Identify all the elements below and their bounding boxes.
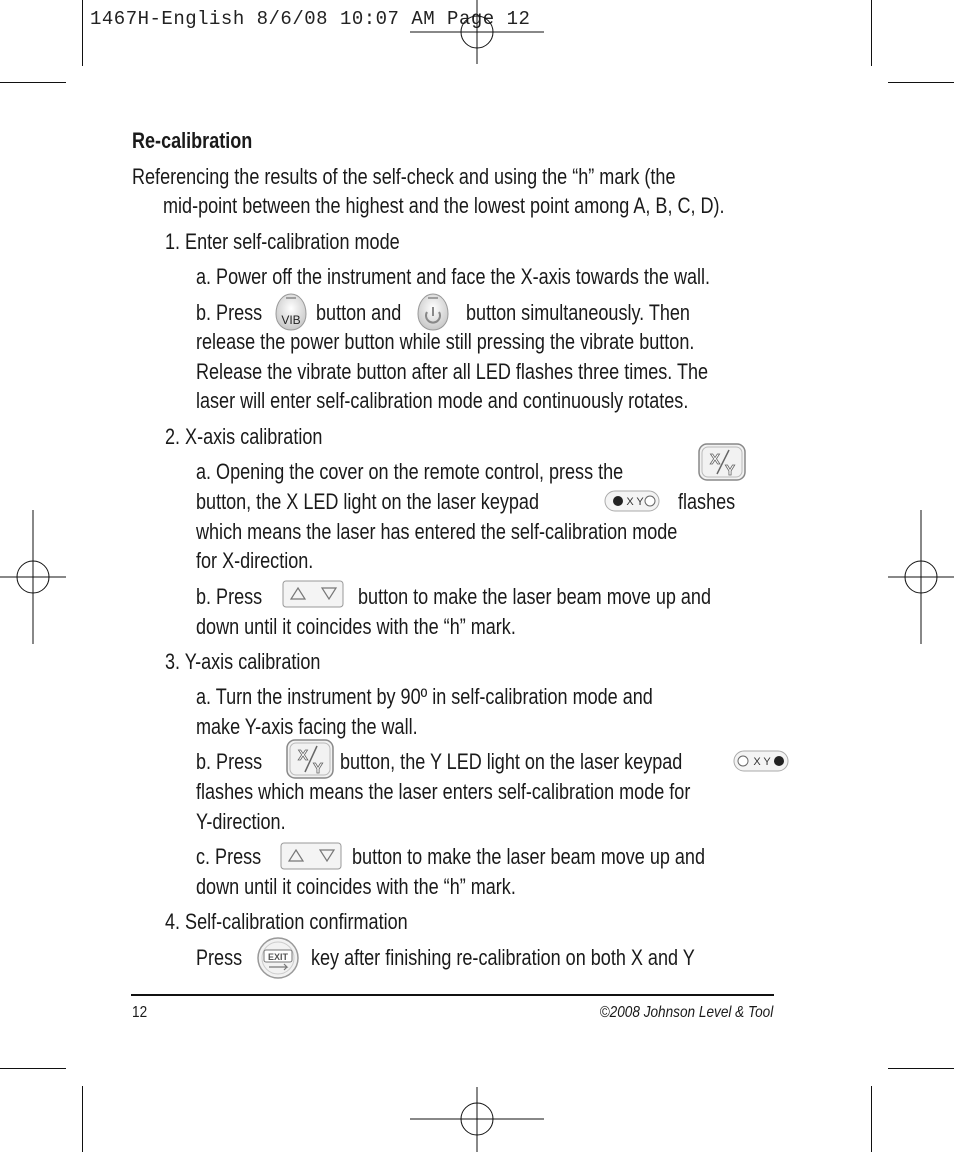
step3-b-press: b. Press: [196, 749, 263, 774]
xy-y-label: Y: [724, 462, 736, 479]
xy-x-label: X: [709, 451, 721, 468]
step1-b-button-and: button and: [316, 300, 402, 325]
xy-button-icon: [285, 738, 335, 780]
keypad-x-label: X: [626, 496, 634, 508]
up-down-button-icon: [282, 580, 344, 608]
keypad-y-led-icon: [733, 749, 789, 773]
footer-rule: [131, 994, 774, 996]
step3-c-press: c. Press: [196, 844, 262, 869]
keypad-x-label: X: [753, 756, 761, 768]
power-button-icon: [414, 292, 452, 332]
vib-button-icon: [272, 292, 310, 332]
step1-a: a. Power off the instrument and face the X-axis towards the wall.: [196, 264, 711, 289]
step3-b-line-3: Y-direction.: [196, 809, 286, 834]
crop-mark: [82, 1086, 83, 1152]
step4-press: Press: [196, 945, 243, 970]
registration-mark-right: [888, 510, 954, 644]
xy-button-icon: [697, 442, 747, 482]
xy-y-label: Y: [312, 760, 324, 777]
step3-c-line-1: button to make the laser beam move up and: [352, 844, 705, 869]
step1-b-press: b. Press: [196, 300, 263, 325]
step2-a-line-2a: button, the X LED light on the laser keypad: [196, 489, 539, 514]
step3-b-line-1: button, the Y LED light on the laser keypad: [340, 749, 683, 774]
crop-mark: [888, 1068, 954, 1069]
step4-line-1: key after finishing re-calibration on both X and Y: [311, 945, 695, 970]
step1-b-line-2: release the power button while still pressing the vibrate button.: [196, 329, 695, 354]
intro-line-1: Referencing the results of the self-check and using the “h” mark (the: [132, 164, 676, 189]
step3-c-line-2: down until it coincides with the “h” mark.: [196, 874, 516, 899]
step3-heading: 3. Y-axis calibration: [165, 649, 321, 674]
step1-b-simultaneously: button simultaneously. Then: [466, 300, 690, 325]
registration-mark-top: [410, 0, 544, 64]
vib-label: VIB: [281, 313, 301, 327]
crop-mark: [871, 0, 872, 66]
crop-mark: [888, 82, 954, 83]
step1-b-line-3: Release the vibrate button after all LED flashes three times. The: [196, 359, 709, 384]
step3-a-line-1: a. Turn the instrument by 90º in self-calibration mode and: [196, 684, 653, 709]
registration-mark-left: [0, 510, 66, 644]
exit-label: EXIT: [267, 952, 289, 962]
step2-heading: 2. X-axis calibration: [165, 424, 323, 449]
crop-mark: [0, 1068, 66, 1069]
step3-a-line-2: make Y-axis facing the wall.: [196, 714, 418, 739]
step2-b-line-2: down until it coincides with the “h” mark.: [196, 614, 516, 639]
step2-a-line-1: a. Opening the cover on the remote control, press the: [196, 459, 624, 484]
exit-button-icon: [255, 936, 301, 980]
step2-a-flashes: flashes: [678, 489, 736, 514]
keypad-y-label: Y: [763, 756, 771, 768]
step2-a-line-3: which means the laser has entered the self-calibration mode: [196, 519, 678, 544]
step1-b-line-4: laser will enter self-calibration mode and continuously rotates.: [196, 388, 689, 413]
keypad-y-label: Y: [636, 496, 644, 508]
crop-mark: [871, 1086, 872, 1152]
crop-mark: [0, 82, 66, 83]
step2-b-line-1: button to make the laser beam move up and: [358, 584, 711, 609]
step4-heading: 4. Self-calibration confirmation: [165, 909, 408, 934]
xy-x-label: X: [297, 747, 309, 764]
step2-a-line-4: for X-direction.: [196, 548, 314, 573]
print-header: 1467H-English 8/6/08 10:07 AM Page 12: [90, 8, 531, 30]
copyright: ©2008 Johnson Level & Tool: [599, 1004, 773, 1021]
section-title: Re-calibration: [132, 128, 253, 153]
crop-mark: [82, 0, 83, 66]
step3-b-line-2: flashes which means the laser enters self-calibration mode for: [196, 779, 691, 804]
registration-mark-bottom: [410, 1087, 544, 1152]
step2-b-press: b. Press: [196, 584, 263, 609]
intro-line-2: mid-point between the highest and the lowest point among A, B, C, D).: [163, 193, 725, 218]
page-number: 12: [132, 1004, 148, 1021]
keypad-x-led-icon: [604, 489, 660, 513]
up-down-button-icon: [280, 842, 342, 870]
step1-heading: 1. Enter self-calibration mode: [165, 229, 400, 254]
